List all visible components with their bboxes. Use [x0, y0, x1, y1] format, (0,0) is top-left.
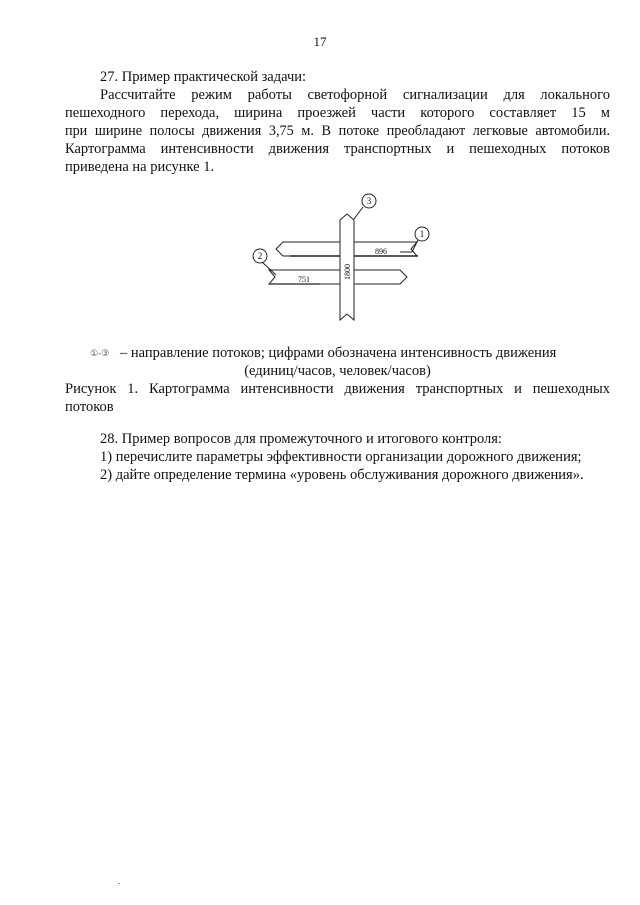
section-28-heading: 28. Пример вопросов для промежуточного и итогового контроля: — [100, 431, 502, 447]
flow-3-value: 1800 — [343, 264, 352, 280]
flow-1-callout: 1 — [419, 229, 425, 239]
section-28-item-2: 2) дайте определение термина «уровень обслуживания дорожного движения». — [100, 467, 584, 483]
flow-2-arrow — [269, 270, 407, 284]
section-28 — [65, 430, 610, 484]
section-27-line-5: приведена на рисунке 1. — [65, 159, 215, 175]
flow-number-icons: ①-③ — [90, 348, 110, 358]
section-28-item-1: 1) перечислите параметры эффективности организации дорожного движения; — [100, 449, 582, 465]
section-27 — [65, 68, 610, 176]
flow-2-callout: 2 — [257, 251, 263, 261]
flow-3-callout: 3 — [366, 196, 372, 206]
section-27-line-3: при ширине полосы движения 3,75 м. В потоке преобладают легковые автомобили. — [65, 123, 610, 139]
legend-line-1: – направление потоков; цифрами обозначена интенсивность движения — [120, 345, 557, 361]
section-27-line-1: Рассчитайте режим работы светофорной сигнализации для локального — [100, 87, 610, 103]
section-27-line-2: пешеходного перехода, ширина проезжей части которого составляет 15 м — [65, 105, 610, 121]
figure-legend — [65, 344, 610, 380]
flow-1-value: 896 — [375, 247, 387, 256]
section-27-line-4: Картограмма интенсивности движения транспортных и пешеходных потоков — [65, 141, 610, 157]
flow-2-value: 751 — [298, 275, 310, 284]
legend-line-2: (единиц/часов, человек/часов) — [244, 363, 431, 379]
scan-speck — [118, 883, 120, 884]
traffic-cartogram — [250, 190, 440, 330]
page-number: 17 — [313, 34, 327, 49]
section-27-heading: 27. Пример практической задачи: — [100, 69, 307, 85]
caption-line-2: потоков — [65, 399, 114, 415]
caption-line-1: Рисунок 1. Картограмма интенсивности движения транспортных и пешеходных — [65, 381, 610, 397]
figure-caption — [65, 380, 610, 416]
